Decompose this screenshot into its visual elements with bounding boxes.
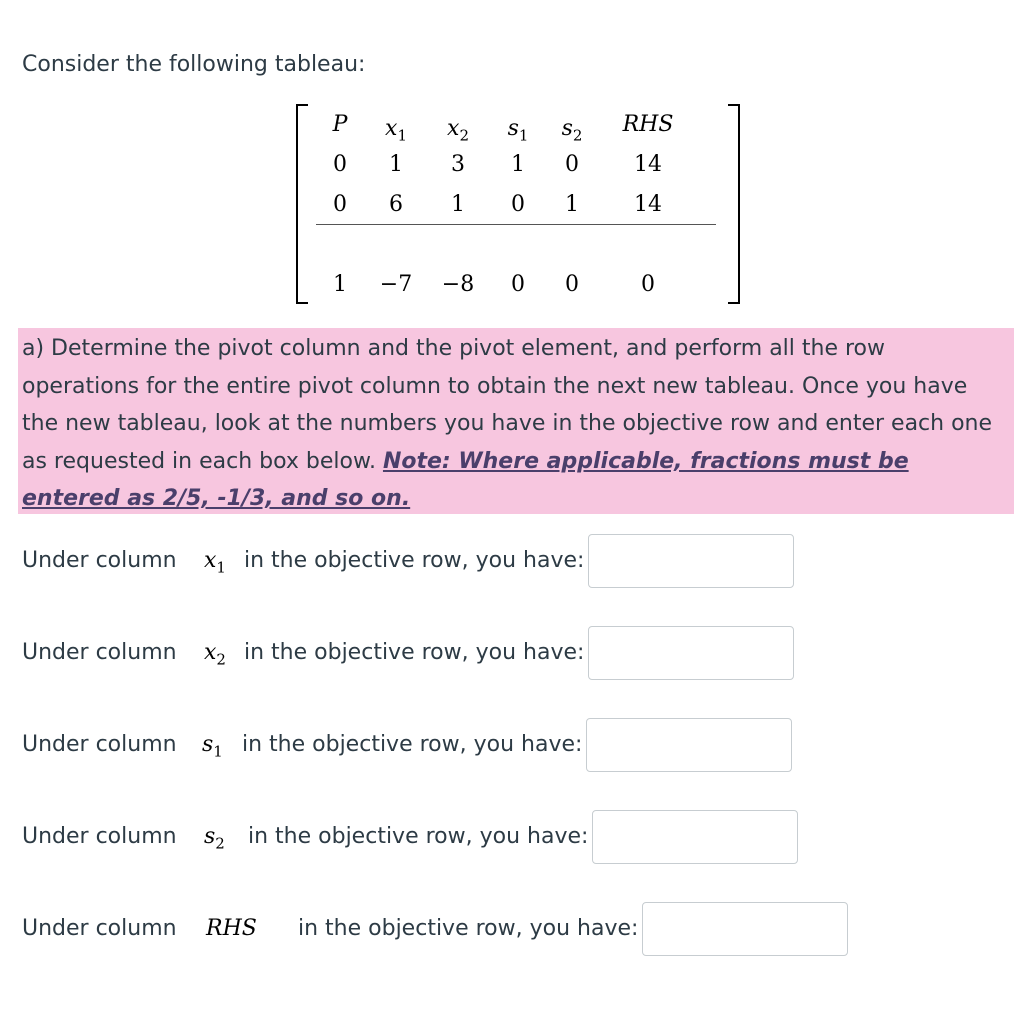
simplex-tableau (296, 104, 740, 302)
r2-rhs: 14 (634, 192, 662, 217)
variable-s1: $s_1$ (202, 732, 223, 761)
question-label: Under column (22, 916, 177, 941)
answer-input-s1[interactable] (586, 718, 792, 772)
question-suffix: in the objective row, you have: (298, 916, 639, 941)
right-bracket (728, 104, 740, 304)
r2-s2: 1 (565, 192, 579, 217)
question-label: Under column (22, 732, 177, 757)
answer-input-x1[interactable] (588, 534, 794, 588)
answer-input-x2[interactable] (588, 626, 794, 680)
r1-rhs: 14 (634, 152, 662, 177)
r2-x2: 1 (451, 192, 465, 217)
header-rhs: RHS (622, 112, 674, 137)
r1-x1: 1 (389, 152, 403, 177)
header-x2: $x_2$ (447, 116, 469, 145)
answer-input-s2[interactable] (592, 810, 798, 864)
obj-rhs: 0 (641, 272, 655, 297)
r2-p: 0 (333, 192, 347, 217)
header-p: P (332, 112, 348, 137)
header-s2: $s_2$ (561, 116, 583, 145)
question-suffix: in the objective row, you have: (244, 640, 585, 665)
r2-x1: 6 (389, 192, 403, 217)
answer-input-rhs[interactable] (642, 902, 848, 956)
variable-s2: $s_2$ (204, 824, 225, 853)
intro-text: Consider the following tableau: (22, 52, 366, 77)
r1-x2: 3 (451, 152, 465, 177)
question-label: Under column (22, 548, 177, 573)
variable-rhs: RHS (206, 916, 257, 941)
prompt-text: a) Determine the pivot column and the pivot element, and perform all the row operations for the entire pivot column to obtain the next new tableau. Once you have the new tableau, look at the numbers you have in the objective row and enter each one as requested in each box below. (22, 336, 993, 474)
question-label: Under column (22, 640, 177, 665)
question-suffix: in the objective row, you have: (242, 732, 583, 757)
header-s1: $s_1$ (507, 116, 529, 145)
variable-x1: $x_1$ (204, 548, 226, 577)
obj-s2: 0 (565, 272, 579, 297)
fraction-note: Note: Where applicable, fractions must be entered as 2/5, -1/3, and so on. (22, 448, 909, 511)
r1-p: 0 (333, 152, 347, 177)
question-suffix: in the objective row, you have: (248, 824, 589, 849)
r1-s2: 0 (565, 152, 579, 177)
obj-p: 1 (333, 272, 347, 297)
question-label: Under column (22, 824, 177, 849)
question-suffix: in the objective row, you have: (244, 548, 585, 573)
variable-x2: $x_2$ (204, 640, 226, 669)
r1-s1: 1 (511, 152, 525, 177)
obj-x2: −8 (441, 272, 475, 297)
obj-s1: 0 (511, 272, 525, 297)
obj-x1: −7 (379, 272, 413, 297)
header-x1: $x_1$ (385, 116, 407, 145)
left-bracket (296, 104, 308, 304)
r2-s1: 0 (511, 192, 525, 217)
question-prompt (22, 330, 1007, 518)
objective-divider (316, 224, 716, 225)
